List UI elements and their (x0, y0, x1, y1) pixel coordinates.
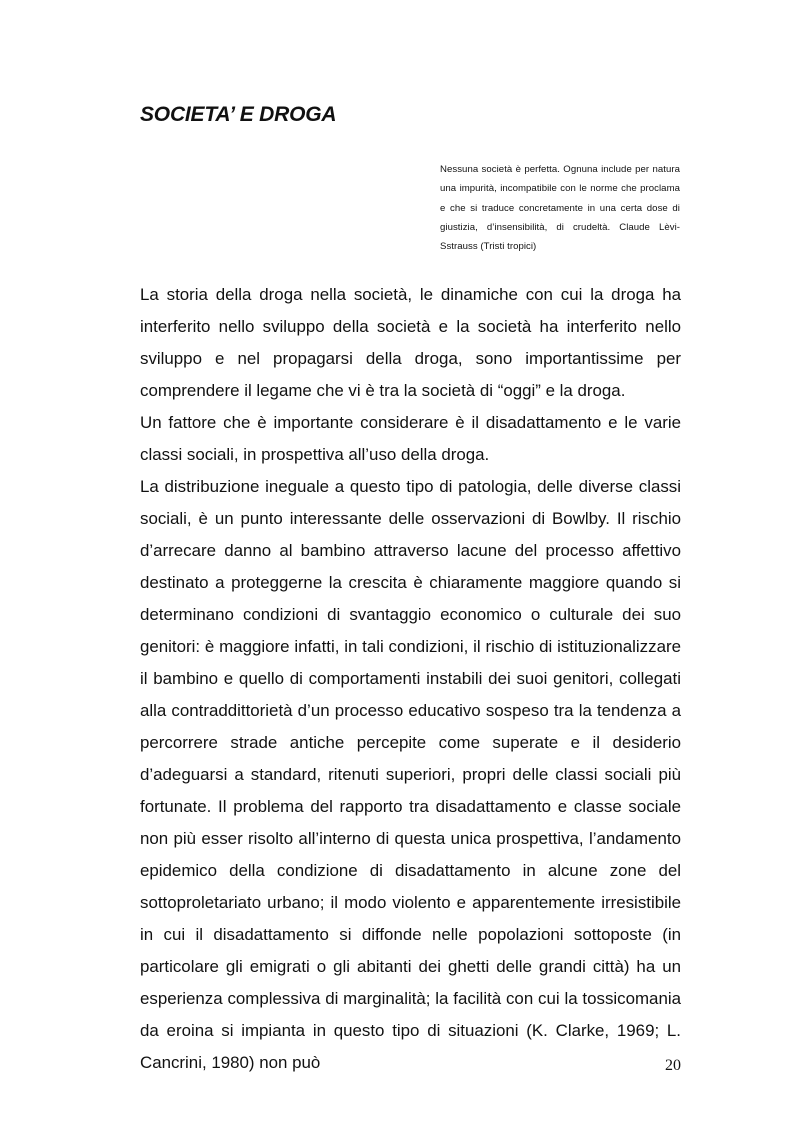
paragraph-bowlby: La distribuzione ineguale a questo tipo di patologia, delle diverse classi sociali, è un punto interessante delle osservazioni di Bowlby. Il rischio d’arrecare danno al bambino attraverso lacune del processo affettivo destinato a proteggerne la crescita è chiaramente maggiore quando si determinano condizioni di svantaggio economico o culturale dei suo genitori: è maggiore infatti, in tali condizioni, il rischio di istituzionalizzare il bambino e quello di comportamenti instabili dei suoi genitori, collegati alla contraddittorietà d’un processo educativo sospeso tra la tendenza a percorrere strade antiche percepite come superate e il desiderio d’adeguarsi a standard, ritenuti superiori, propri delle classi sociali più fortunate. Il problema del rapporto tra disadattamento e classe sociale non più esser risolto all’interno di questa unica prospettiva, l’andamento epidemico della condizione di disadattamento in alcune zone del sottoproletariato urbano; il modo violento e apparentemente irresistibile in cui il disadattamento si diffonde nelle popolazioni sottoposte (in particolare gli emigrati o gli abitanti dei ghetti delle grandi città) ha un esperienza complessiva di marginalità; la facilità con cui la tossicomania da eroina si impianta in questo tipo di situazioni (K. Clarke, 1969; L. Cancrini, 1980) non può (140, 477, 681, 1072)
page-number: 20 (665, 1057, 681, 1074)
paragraph-disadattamento: Un fattore che è importante considerare è il disadattamento e le varie classi sociali, in prospettiva all’uso della droga. (140, 413, 681, 464)
body-text (140, 279, 681, 1079)
epigraph-quote: Nessuna società è perfetta. Ognuna include per natura una impurità, incompatibile con le norme che proclama e che si traduce concretamente in una certa dose di giustizia, d’insensibilità, di crudeltà. Claude Lèvi-Sstrauss (Tristi tropici) (440, 164, 680, 253)
paragraph-intro: La storia della droga nella società, le dinamiche con cui la droga ha interferito nello sviluppo della società e la società ha interferito nello sviluppo e nel propagarsi della droga, sono importantissime per comprendere il legame che vi è tra la società di “oggi” e la droga. (140, 285, 681, 400)
page-title: SOCIETA’ E DROGA (140, 103, 337, 126)
